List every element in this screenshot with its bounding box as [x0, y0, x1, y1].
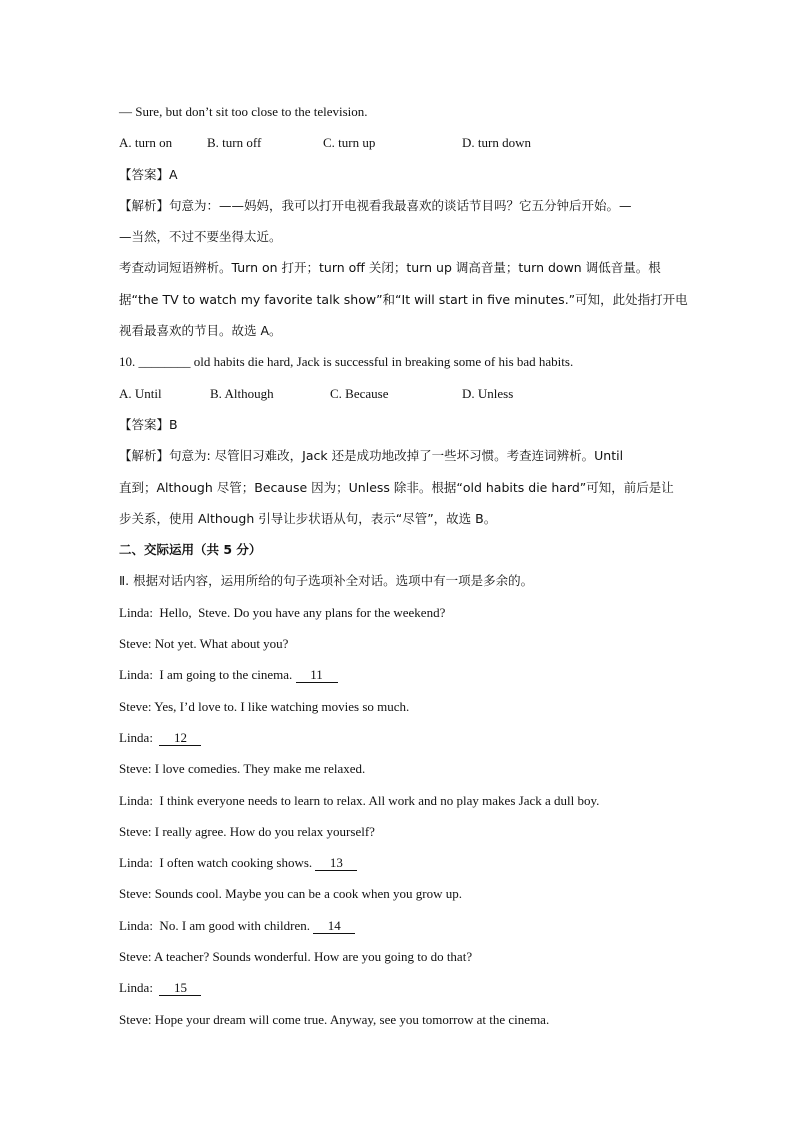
dialogue-text: Steve: I really agree. How do you relax yourself?	[119, 823, 375, 839]
q10-option-d: D. Unless	[462, 385, 514, 401]
document-page	[119, 102, 688, 1041]
q10-stem	[119, 352, 679, 383]
dialogue-text: Linda: Hello, Steve. Do you have any plans for the weekend?	[119, 604, 446, 620]
dialogue-text: Linda:	[119, 729, 160, 745]
q10-option-b: B. Although	[210, 385, 274, 401]
dialogue-line	[119, 791, 679, 822]
dialogue-line	[119, 822, 679, 853]
dialogue-line	[119, 634, 679, 665]
dialogue-blank[interactable]: 15	[159, 979, 201, 996]
q10-analysis-line: 步关系，使用 Although 引导让步状语从句，表示“尽管”，故选 B。	[119, 510, 497, 526]
section-instruction: Ⅱ. 根据对话内容，运用所给的句子选项补全对话。选项中有一项是多余的。	[119, 573, 534, 589]
q10-options	[119, 384, 679, 415]
q9-analysis-line: 【解析】句意为：——妈妈，我可以打开电视看我最喜欢的谈话节目吗？它五分钟后开始。—	[119, 197, 632, 213]
dialogue-text: Steve: Not yet. What about you?	[119, 636, 289, 652]
dialogue-line	[119, 978, 679, 1009]
q9-option-c: C. turn up	[323, 135, 376, 151]
q10-stem-text: old habits die hard, Jack is successful in breaking some of his bad habits.	[190, 354, 574, 370]
dialogue-line	[119, 603, 679, 634]
q9-analysis-line: —当然，不过不要坐得太近。	[119, 229, 282, 245]
q9-options	[119, 133, 679, 164]
q10-option-c: C. Because	[330, 385, 389, 401]
dialogue-text: Linda: No. I am good with children.	[119, 917, 314, 933]
dialogue-text: Linda: I think everyone needs to learn to relax. All work and no play makes Jack a dull boy.	[119, 792, 600, 808]
dialogue-line	[119, 884, 679, 915]
dialogue-text: Steve: A teacher? Sounds wonderful. How are you going to do that?	[119, 949, 473, 965]
q9-analysis-line: 视看最喜欢的节目。故选 A。	[119, 323, 282, 339]
dialogue-line	[119, 853, 679, 884]
q10-blank: ________	[138, 354, 191, 370]
section-title: 二、交际运用（共 5 分）	[119, 542, 262, 558]
dialogue-text: Linda: I am going to the cinema.	[119, 667, 296, 683]
dialogue-text: Steve: Yes, I’d love to. I like watching movies so much.	[119, 698, 410, 714]
dialogue-blank[interactable]: 12	[159, 729, 201, 746]
dialogue-line	[119, 916, 679, 947]
dialogue-line	[119, 947, 679, 978]
q9-option-b: B. turn off	[207, 135, 262, 151]
q9-analysis-line: 据“the TV to watch my favorite talk show”和“It will start in five minutes.”可知，此处指打开电	[119, 291, 688, 307]
q9-reply: — Sure, but don’t sit too close to the television.	[119, 104, 368, 119]
dialogue-text: Steve: Sounds cool. Maybe you can be a cook when you grow up.	[119, 886, 462, 902]
q10-answer: 【答案】B	[119, 416, 178, 432]
dialogue-text: Linda: I often watch cooking shows.	[119, 855, 316, 871]
dialogue-line	[119, 728, 679, 759]
dialogue-text: Steve: Hope your dream will come true. Anyway, see you tomorrow at the cinema.	[119, 1011, 550, 1027]
q9-analysis-line: 考查动词短语辨析。Turn on 打开；turn off 关闭；turn up 调高音量；turn down 调低音量。根	[119, 260, 661, 276]
dialogue-text: Steve: I love comedies. They make me relaxed.	[119, 761, 366, 777]
q9-option-a: A. turn on	[119, 135, 173, 151]
dialogue-line	[119, 665, 679, 696]
dialogue-line	[119, 697, 679, 728]
dialogue-blank[interactable]: 14	[313, 917, 355, 934]
dialogue-blank[interactable]: 11	[296, 666, 338, 683]
dialogue-blank[interactable]: 13	[315, 854, 357, 871]
dialogue-text: Linda:	[119, 980, 160, 996]
q10-analysis-line: 直到；Although 尽管；Because 因为；Unless 除非。根据“old habits die hard”可知，前后是让	[119, 479, 674, 495]
q10-number: 10.	[119, 354, 139, 370]
dialogue-line	[119, 1010, 679, 1041]
q9-answer: 【答案】A	[119, 166, 178, 182]
q10-option-a: A. Until	[119, 385, 162, 401]
dialogue-line	[119, 759, 679, 790]
dialogue	[119, 603, 679, 1041]
q9-option-d: D. turn down	[462, 135, 531, 151]
q10-analysis-line: 【解析】句意为: 尽管旧习难改，Jack 还是成功地改掉了一些坏习惯。考查连词辨析。Until	[119, 448, 624, 464]
